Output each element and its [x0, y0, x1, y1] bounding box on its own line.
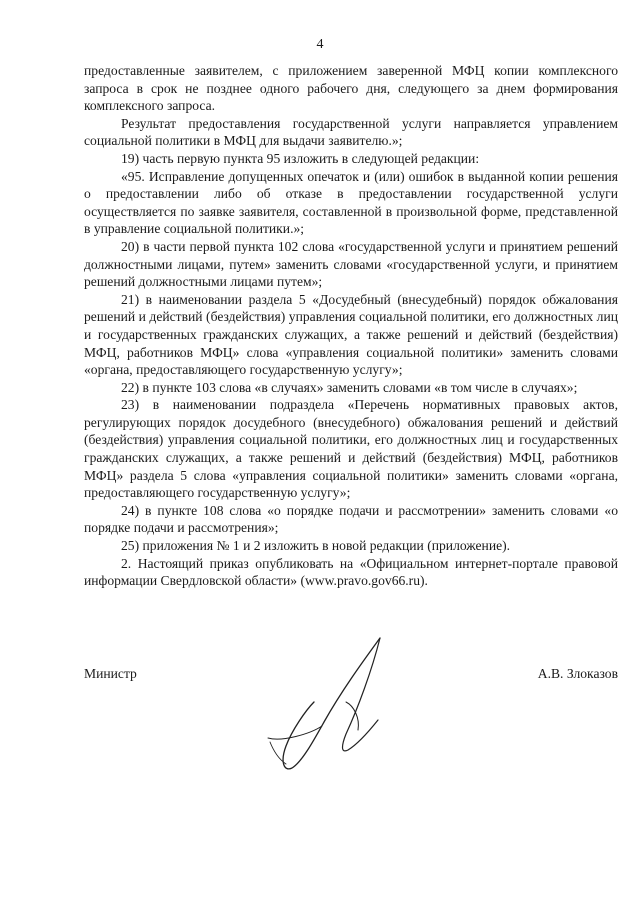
- paragraph: 23) в наименовании подраздела «Перечень нормативных правовых актов, регулирующих порядок досудебного (внесудебного) обжалования решений и действий (бездействия) управления социальной политики, его должностных лиц и государственных гражданских служащих, а также решений и действий (бездействия) МФЦ, работников МФЦ» раздела 5 слова «управления социальной политики» заменить словами «органа, предоставляющего государственную услугу»;: [84, 397, 618, 501]
- paragraph: 19) часть первую пункта 95 изложить в следующей редакции:: [121, 150, 480, 166]
- paragraph: 21) в наименовании раздела 5 «Досудебный (внесудебный) порядок обжалования решений и действий (бездействия) управления социальной политики, его должностных лиц и государственных гражданских служащих, а также решений и действий (бездействия) МФЦ, работников МФЦ» слова «управления социальной политики» заменить словами «органа, предоставляющего государственную услугу»;: [84, 291, 618, 378]
- signer-name: А.В. Злоказов: [537, 666, 618, 681]
- document-body: [84, 62, 618, 590]
- paragraph: 2. Настоящий приказ опубликовать на «Официальном интернет-портале правовой информации Свердловской области» (www.pravo.gov66.ru).: [84, 555, 618, 589]
- paragraph: 25) приложения № 1 и 2 изложить в новой редакции (приложение).: [121, 538, 511, 554]
- paragraph: «95. Исправление допущенных опечаток и (или) ошибок в выданной копии решения о предоставлении либо об отказе в предоставлении государственной услуги осуществляется по заявке заявителя, составленной в произвольной форме, представленной в управление социальной политики.»;: [84, 168, 618, 237]
- paragraph: 22) в пункте 103 слова «в случаях» заменить словами «в том числе в случаях»;: [121, 379, 578, 395]
- page-number: 4: [316, 37, 324, 52]
- signer-title: Министр: [84, 666, 137, 681]
- paragraph: Результат предоставления государственной услуги направляется управлением социальной политики в МФЦ для выдачи заявителю.»;: [84, 115, 618, 149]
- paragraph-continuation: предоставленные заявителем, с приложением заверенной МФЦ копии комплексного запроса в срок не позднее одного рабочего дня, следующего за днем формирования комплексного запроса.: [84, 63, 618, 114]
- handwritten-signature-icon: [262, 630, 402, 780]
- paragraph: 20) в части первой пункта 102 слова «государственной услуги и принятием решений должностными лицами, путем» заменить словами «государственной услуги, и принятием решений должностными лицами путем»;: [84, 238, 618, 290]
- paragraph: 24) в пункте 108 слова «о порядке подачи и рассмотрении» заменить словами «о порядке подачи и рассмотрения»;: [84, 502, 618, 536]
